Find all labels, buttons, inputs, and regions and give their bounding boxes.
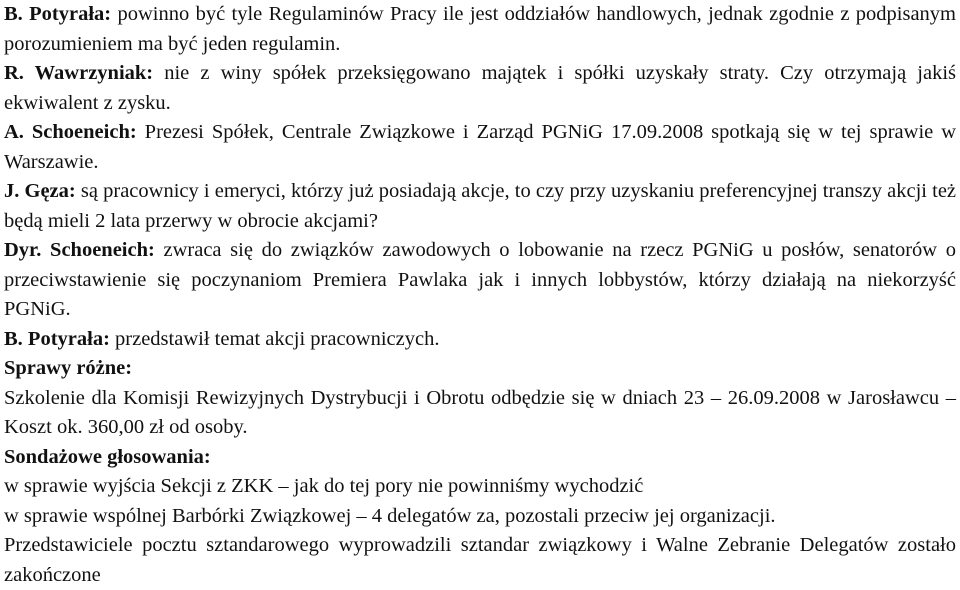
paragraph-text: 23 – 26.09.2008 w Jarosławcu – Koszt ok. 360,00 zł od osoby.	[4, 386, 956, 438]
paragraph-text: są pracownicy i emeryci, którzy już posiadają akcje, to czy przy uzyskaniu	[80, 180, 695, 202]
paragraph-text: Przedstawiciele pocztu sztandarowego wyprowadzili sztandar związkowy i Walne Zebranie	[4, 534, 791, 556]
speaker-name: B. Potyrała:	[4, 327, 110, 350]
paragraph-text: w tej sprawie w Warszawie.	[4, 121, 957, 173]
paragraph-text: otrzymają jakiś ekwiwalent z zysku.	[4, 62, 957, 114]
paragraph-text: nie z winy spółek przeksięgowano majątek i spółki uzyskały straty. Czy	[164, 62, 814, 84]
paragraph-text: zwraca się do związków zawodowych o lobowanie na rzecz PGNiG	[163, 239, 754, 261]
paragraph-schoeneich-spotkanie	[4, 118, 956, 177]
paragraph-potyrala-regulamin	[4, 0, 956, 59]
paragraph-wawrzyniak	[4, 59, 956, 118]
paragraph-text: Delegatów zostało zakończone	[4, 534, 956, 586]
speaker-name: R. Wawrzyniak:	[4, 62, 154, 84]
section-heading-sprawy-rozne: Sprawy różne:	[4, 357, 133, 379]
speaker-name: J. Gęza:	[4, 180, 76, 202]
line-wyjscie-zkk: w sprawie wyjścia Sekcji z ZKK – jak do tej pory nie powinniśmy wychodzić	[4, 475, 644, 497]
line-barborka: w sprawie wspólnej Barbórki Związkowej – 4 delegatów za, pozostali przeciw jej organizacji.	[4, 504, 776, 527]
paragraph-text: u posłów, senatorów o przeciwstawienie się poczynaniom Premiera Pawlaka jak i innych	[4, 239, 957, 291]
speaker-name: A. Schoeneich:	[4, 121, 137, 143]
paragraph-text: zgodnie z podpisanym porozumieniem ma być jeden regulamin.	[4, 3, 957, 55]
paragraph-text: Prezesi Spółek, Centrale Związkowe i Zarząd PGNiG 17.09.2008 spotkają się	[144, 121, 811, 143]
paragraph-text: lobbystów, którzy działają na niekorzyść PGNiG.	[4, 268, 957, 320]
paragraph-dyr-schoeneich	[4, 236, 956, 325]
paragraph-text: przedstawił temat akcji pracowniczych.	[115, 327, 440, 350]
paragraph-zakonczenie	[4, 531, 956, 590]
section-heading-sondazowe: Sondażowe głosowania:	[4, 445, 211, 468]
paragraph-szkolenie	[4, 384, 956, 443]
paragraph-text: powinno być tyle Regulaminów Pracy ile jest oddziałów handlowych, jednak	[117, 3, 763, 25]
paragraph-potyrala-akcje	[4, 325, 956, 355]
paragraph-text: preferencyjnej transzy akcji też będą mieli 2 lata przerwy w obrocie akcjami?	[4, 180, 957, 232]
speaker-name: Dyr. Schoeneich:	[4, 239, 155, 261]
paragraph-geza	[4, 177, 956, 236]
paragraph-text: Szkolenie dla Komisji Rewizyjnych Dystrybucji i Obrotu odbędzie się w dniach	[4, 386, 678, 409]
speaker-name: B. Potyrała:	[4, 3, 112, 25]
